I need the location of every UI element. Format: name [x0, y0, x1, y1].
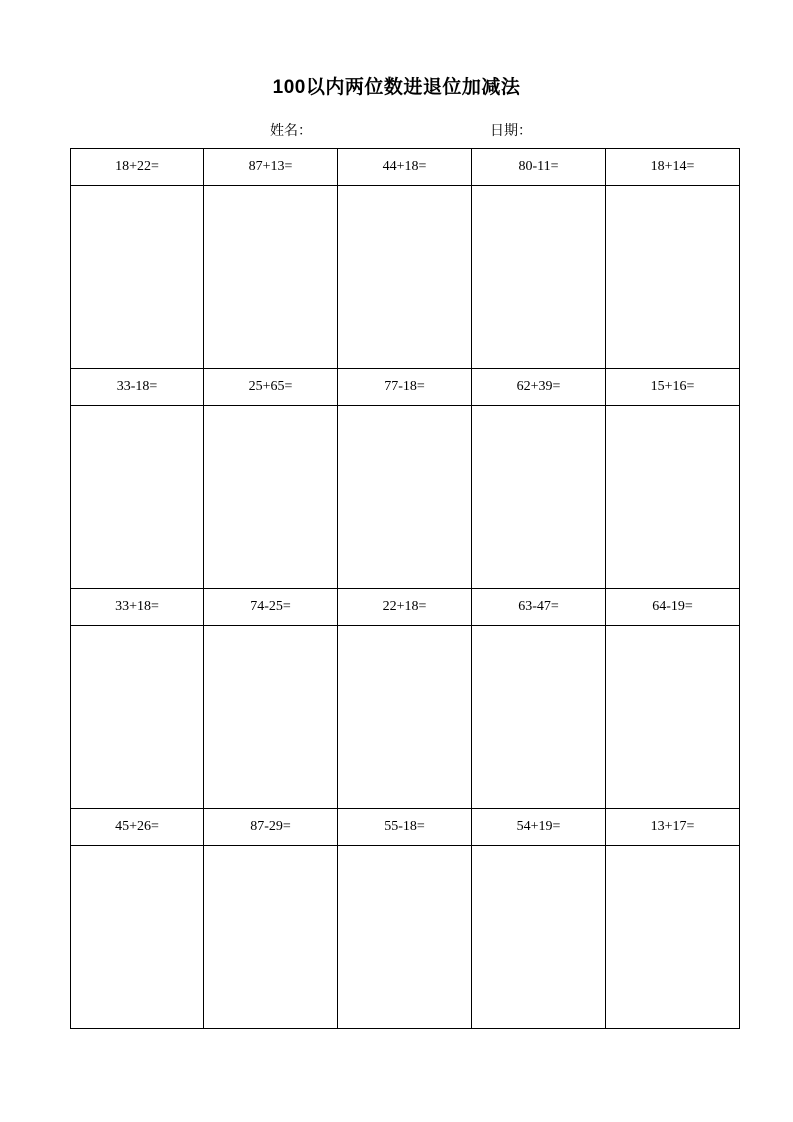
work-space-cell[interactable] [606, 846, 740, 1029]
problem-cell [204, 809, 338, 846]
problem-text: 33+18= [115, 599, 159, 614]
work-space-cell[interactable] [472, 626, 606, 809]
problem-text: 15+16= [650, 379, 695, 394]
problem-text: 63-47= [518, 599, 559, 614]
problem-cell [71, 589, 204, 626]
table-row [71, 149, 740, 186]
problem-cell [204, 149, 338, 186]
page-title: 100以内两位数进退位加减法 [272, 77, 521, 98]
problem-text: 74-25= [250, 599, 291, 614]
work-space-cell[interactable] [204, 626, 338, 809]
problem-cell [472, 809, 606, 846]
problem-cell [71, 369, 204, 406]
work-space-cell[interactable] [338, 186, 472, 369]
meta-row [70, 120, 740, 142]
problem-cell [338, 589, 472, 626]
problem-text: 18+22= [115, 159, 159, 174]
problem-cell [204, 369, 338, 406]
work-space-cell[interactable] [71, 626, 204, 809]
problem-text: 18+14= [650, 159, 695, 174]
table-row [71, 369, 740, 406]
problem-cell [606, 369, 740, 406]
problem-cell [472, 149, 606, 186]
date-label: 日期： [490, 122, 532, 138]
problem-text: 80-11= [518, 159, 559, 174]
problem-cell [204, 589, 338, 626]
problem-text: 77-18= [384, 379, 425, 394]
problem-cell [606, 589, 740, 626]
work-space-cell[interactable] [338, 406, 472, 589]
work-space-cell[interactable] [606, 626, 740, 809]
problem-text: 87-29= [250, 819, 291, 834]
table-row [71, 809, 740, 846]
problem-cell [472, 589, 606, 626]
work-space-cell[interactable] [338, 846, 472, 1029]
problem-text: 44+18= [382, 159, 427, 174]
name-label: 姓名： [270, 122, 312, 138]
problem-text: 55-18= [384, 819, 425, 834]
work-space-cell[interactable] [71, 846, 204, 1029]
problem-cell [472, 369, 606, 406]
problem-text: 87+13= [248, 159, 293, 174]
problem-cell [338, 809, 472, 846]
problem-text: 13+17= [650, 819, 695, 834]
work-space-cell[interactable] [71, 186, 204, 369]
table-row [71, 589, 740, 626]
problem-cell [338, 369, 472, 406]
problem-text: 54+19= [516, 819, 561, 834]
problem-cell [71, 809, 204, 846]
table-row [71, 186, 740, 369]
problem-cell [71, 149, 204, 186]
problem-text: 33-18= [116, 379, 158, 394]
work-space-cell[interactable] [472, 846, 606, 1029]
problem-cell [606, 809, 740, 846]
problem-table [70, 148, 740, 1029]
work-space-cell[interactable] [71, 406, 204, 589]
problem-cell [338, 149, 472, 186]
problem-cell [606, 149, 740, 186]
work-space-cell[interactable] [204, 846, 338, 1029]
work-space-cell[interactable] [338, 626, 472, 809]
problem-text: 45+26= [115, 819, 159, 834]
table-row [71, 846, 740, 1029]
problem-text: 25+65= [248, 379, 293, 394]
work-space-cell[interactable] [204, 186, 338, 369]
work-space-cell[interactable] [472, 406, 606, 589]
problem-text: 22+18= [382, 599, 427, 614]
table-row [71, 626, 740, 809]
table-row [71, 406, 740, 589]
work-space-cell[interactable] [606, 406, 740, 589]
work-space-cell[interactable] [472, 186, 606, 369]
work-space-cell[interactable] [606, 186, 740, 369]
work-space-cell[interactable] [204, 406, 338, 589]
problem-text: 64-19= [652, 599, 693, 614]
problem-text: 62+39= [516, 379, 561, 394]
